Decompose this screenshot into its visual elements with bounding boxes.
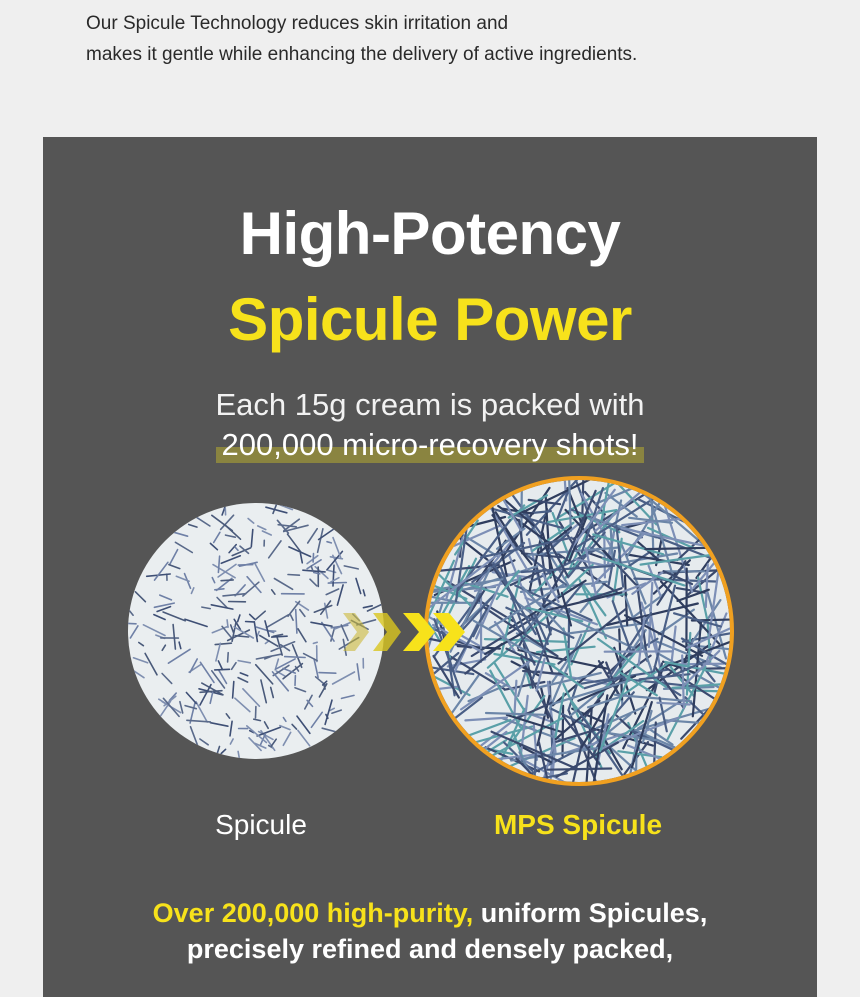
spicule-needle xyxy=(221,580,233,581)
spicule-needle xyxy=(215,589,224,590)
spicule-needle xyxy=(285,657,305,658)
headline-line-2: Spicule Power xyxy=(43,285,817,354)
spicule-needle xyxy=(215,669,230,670)
headline-line-1: High-Potency xyxy=(43,199,817,268)
subheadline-line-1: Each 15g cream is packed with xyxy=(43,387,817,423)
bottom-line-2: precisely refined and densely packed, xyxy=(43,931,817,967)
spicule-needle xyxy=(272,636,287,637)
bottom-line-1-highlight: Over 200,000 high-purity, xyxy=(153,898,474,928)
bottom-line-1 xyxy=(43,895,817,931)
intro-line-2: makes it gentle while enhancing the delivery of active ingredients. xyxy=(86,39,786,70)
comparison-svg xyxy=(43,467,817,797)
spicule-label: Spicule xyxy=(161,809,361,841)
spicule-needle xyxy=(238,565,253,566)
spicule-needle xyxy=(319,673,336,674)
spicule-power-panel xyxy=(43,137,817,997)
spicule-needle xyxy=(313,642,317,643)
spicule-microscope-image xyxy=(122,500,386,759)
spicule-needle xyxy=(122,623,136,624)
spicule-needle xyxy=(227,620,228,627)
spicule-needle xyxy=(333,565,334,586)
subheadline-line-2: 200,000 micro-recovery shots! xyxy=(216,427,645,463)
spicule-needle xyxy=(228,653,229,662)
spicule-needle xyxy=(548,769,612,770)
mps-spicule-label: MPS Spicule xyxy=(463,809,693,841)
mps-spicule-microscope-image xyxy=(391,467,770,797)
spicule-needle xyxy=(288,575,299,576)
subheadline-line-2-wrap xyxy=(43,427,817,463)
intro-text-block xyxy=(86,8,786,70)
bottom-line-1-rest: uniform Spicules, xyxy=(473,898,707,928)
comparison-visual xyxy=(43,467,817,797)
intro-line-1: Our Spicule Technology reduces skin irritation and xyxy=(86,8,786,39)
bottom-description xyxy=(43,895,817,967)
spicule-needle xyxy=(645,548,709,549)
